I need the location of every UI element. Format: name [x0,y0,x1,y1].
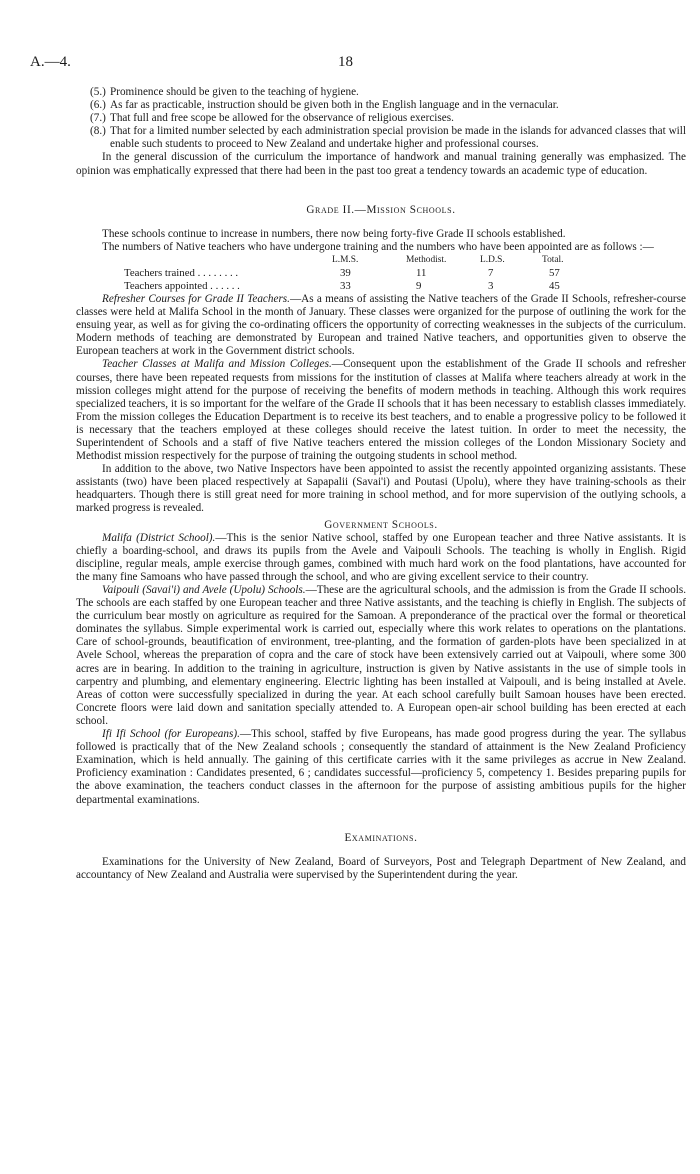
row-label: Teachers trained . . . . . . . . [124,266,239,279]
document-reference: A.—4. [30,54,71,70]
list-item: (6.) As far as practicable, instruction should be given both in the English language and in the vernacular. [90,99,559,112]
table-cell: 3 [488,279,494,292]
grade2-paragraph: The numbers of Native teachers who have undergone training and the numbers who have been appointed are as follows :— [102,240,654,253]
list-item: (5.) Prominence should be given to the teaching of hygiene. [90,86,359,98]
table-cell: 11 [416,266,427,279]
table-cell: 9 [416,279,422,292]
ifi-ifi-paragraph: Ifi Ifi School (for Europeans).—This school, staffed by five Europeans, has made good progress during the year. The syllabus followed is practically that of the New Zealand schools ; consequently the standard of attainment is the New Zealand Proficiency Examination, which is held annually. The gaining of this certificate carries with it the same privileges as accrue in New Zealand. Proficiency examination : Candidates presented, 6 ; candidates successful—proficiency 5, competency 1. Besides preparing pupils for the above examination, the teachers conduct classes in the afternoon for the purpose of assisting ambitious pupils for the higher departmental examinations. [76,728,686,806]
table-header-row [76,254,686,267]
teacher-classes-paragraph: Teacher Classes at Malifa and Mission Colleges.—Consequent upon the establishment of the Grade II schools and refresher courses, there have been repeated requests from missions for the institution of classes at Malifa where teachers already at work in the mission colleges might attend for the purpose of receiving the benefits of modern methods in teaching. Although this work requires specialized teachers, it is so important for the welfare of the Grade II schools that it has been necessary to establish classes immediately. From the mission colleges the Education Department is to receive its best teachers, and to enable a progressive policy to be followed it is necessary that the teachers employed at these colleges should receive the latest tuition. In order to meet the necessity, the Superintendent of Schools and a staff of five Native teachers entered the mission colleges of the London Missionary Society and Methodist mission respectively for the purpose of training the outgoing students in school method. [76,358,687,463]
section-heading-grade2: Grade II.—Mission Schools. [306,203,456,216]
column-header: L.D.S. [480,254,505,265]
table-row [76,267,686,280]
paragraph-title: Teacher Classes at Malifa and Mission Colleges. [102,358,332,371]
table-cell: 45 [549,279,560,292]
section-heading-examinations: Examinations. [344,831,418,844]
column-header: Methodist. [406,254,447,265]
list-item: (8.) That for a limited number selected by each administration special provision be made in the islands for advanced classes that will enable such students to proceed to New Zealand and undertake higher and professional courses. [90,125,686,151]
vaipouli-paragraph: Vaipouli (Savai'i) and Avele (Upolu) Schools.—These are the agricultural schools, and the admission is from the Grade II schools. The schools are each staffed by one European teacher and three Native assistants, and the teaching is chiefly in English. The subjects of the curriculum bear mostly on agriculture as required for the Samoan. A preponderance of the practical over the formal or theoretical dominates the syllabus. Simple experimental work is carried out, especially where this work relates to operations on the plantations. Care of school-grounds, beautification of environment, tree-planting, and the formation of garden-plots have been specialized in at Avele School, whereas the preparation of copra and the care of stock have been extensively carried out at Vaipouli, where some 300 acres are in bearing. In addition to the training in agriculture, instruction is given by Native assistants in the use of simple tools in carpentry and plumbing, and elementary engineering. Electric lighting has been installed at Vaipouli, and is being installed at Avele. Areas of cotton were successfully specialized in during the year. At each school carefully built Samoan houses have been erected. Concrete floors were laid down and sanitation specially attended to. A European open-air school building has been erected at each school. [76,584,686,727]
list-item: (7.) That full and free scope be allowed for the observance of religious exercises. [90,112,454,125]
curriculum-paragraph: In the general discussion of the curriculum the importance of handwork and manual training generally was emphasized. The opinion was emphatically expressed that there had been in the past too great a tendency towards an academic type of education. [76,151,686,177]
section-heading-government: Government Schools. [324,518,438,531]
row-label: Teachers appointed . . . . . . [124,279,240,292]
malifa-paragraph: Malifa (District School).—This is the senior Native school, staffed by one European teacher and three Native assistants. It is chiefly a boarding-school, and draws its pupils from the Avele and Vaipouli Schools. The teaching is wholly in English. Rigid discipline, regular meals, ample exercise through games, combined with much hard work on the food plantations, have accounted for the many fine Samoans who have passed through the school, and who are giving excellent service to their country. [76,531,686,583]
table-row [76,280,686,293]
paragraph-title: Refresher Courses for Grade II Teachers. [102,292,290,305]
page-number: 18 [338,54,353,70]
grade2-paragraph: These schools continue to increase in numbers, there now being forty-five Grade II schools established. [102,227,566,240]
examinations-paragraph: Examinations for the University of New Zealand, Board of Surveyors, Post and Telegraph Department of New Zealand, and accountancy of New Zealand and Australia were supervised by the Superintendent during the year. [76,855,686,881]
table-cell: 33 [340,279,351,292]
document-body [76,86,686,882]
paragraph-title: Malifa (District School). [102,531,216,544]
table-cell: 39 [340,266,351,279]
teachers-table [76,254,686,293]
refresher-paragraph: Refresher Courses for Grade II Teachers.—As a means of assisting the Native teachers of the Grade II Schools, refresher-course classes were held at Malifa School in the month of January. These classes were organized for the purpose of outlining the work for the ensuing year, as well as for giving the co-ordinating officers the opportunity of correcting weaknesses in the subjects of the curriculum. Modern methods of teaching are demonstrated by European and trained Native teachers, and opportunities given to observe the European teachers at work in the Government district schools. [76,292,686,358]
column-header: Total. [542,254,564,265]
table-cell: 57 [549,266,560,279]
table-cell: 7 [488,266,494,279]
column-header: L.M.S. [332,254,359,265]
paragraph-title: Vaipouli (Savai'i) and Avele (Upolu) Schools. [102,584,306,596]
inspectors-paragraph: In addition to the above, two Native Inspectors have been appointed to assist the recently appointed organizing assistants. These assistants (two) have been placed respectively at Sapapalii (Savai'i) and Poutasi (Upolu), where they have training-schools as their headquarters. Though there is still great need for more training in school method, and for more supervision of the outlying schools, a marked progress is revealed. [76,463,686,515]
paragraph-title: Ifi Ifi School (for Europeans). [102,728,240,741]
